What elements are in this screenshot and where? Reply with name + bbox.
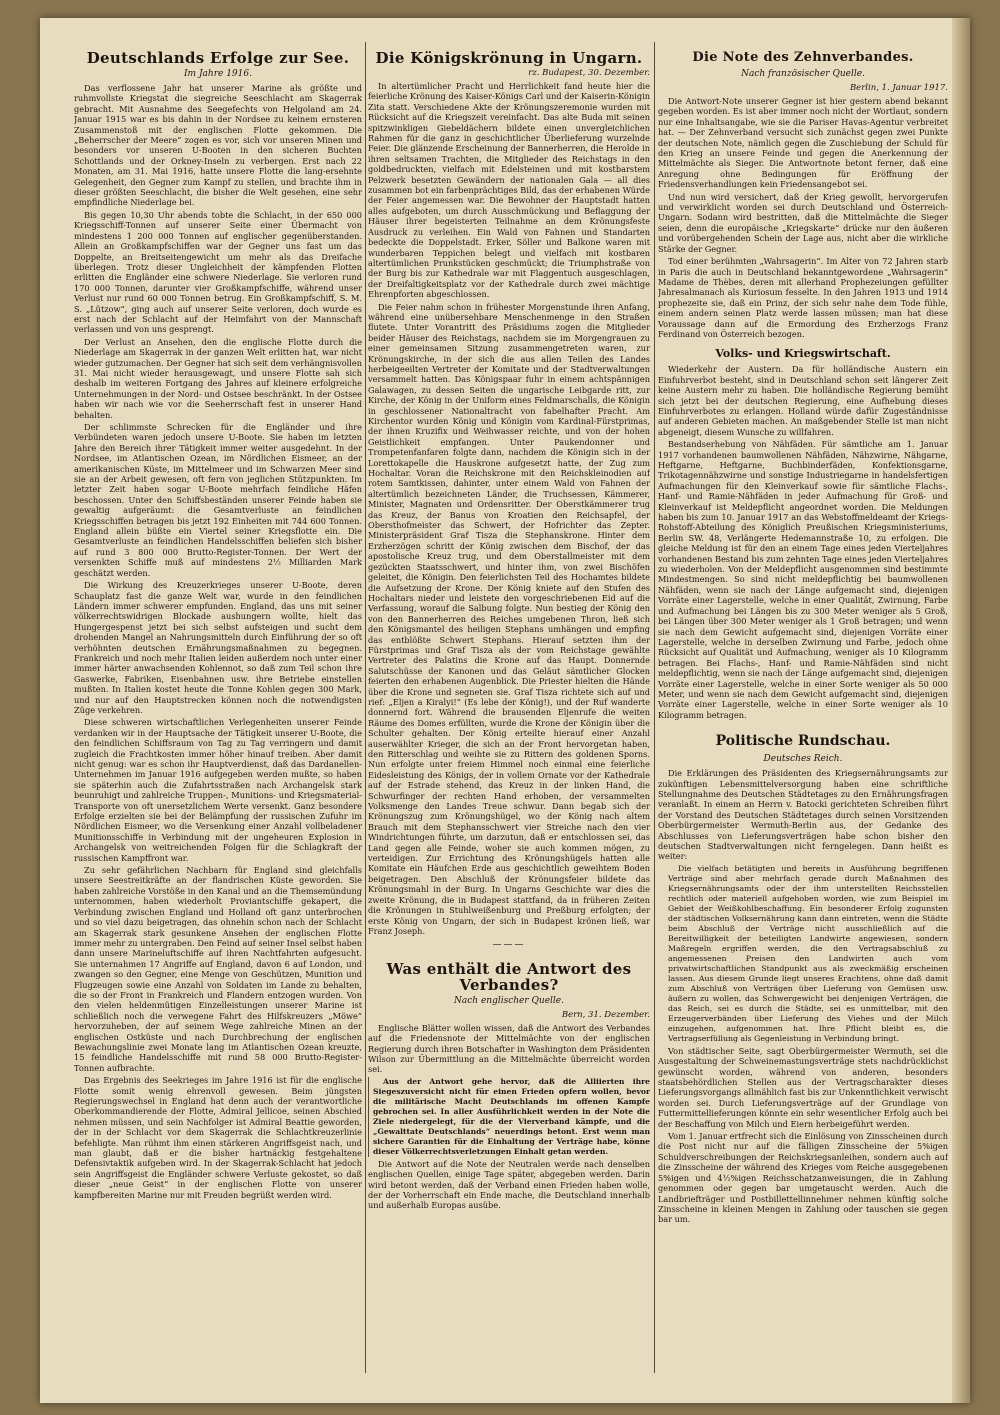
paragraph: Der Verlust an Ansehen, den die englische Flotte durch die Niederlage am Skagerrak in der ganzen Welt erlitten hat, war nicht wieder gutzumachen. Der Gegner hat sich seit dem verhängnisvollen 31. Mai nicht wieder herausgewagt, und unsere Flotte sah sich deshalb im weiteren Fortgang des Jahres auf kleinere erfolgreiche Unternehmungen in der Nord- und Ostsee beschränkt. In der Ostsee haben wir nach wie vor die Seeherrschaft fest in unserer Hand behalten.: [74, 336, 362, 420]
column-right: [658, 40, 948, 1383]
article-title: Was enthält die Antwort des Verbandes?: [386, 959, 632, 994]
column-rule: [654, 42, 655, 1373]
paragraph: Tod einer berühmten „Wahrsagerin“. Im Alter von 72 Jahren starb in Paris die auch in Deutschland bekanntgewordene „Wahrsagerin“ Madame de Thèbes, deren mit allerhand Prophezeiungen gefüllter Jahresalmanach als Kuriosum fesselte. In den Jahren 1913 und 1914 prophezeite sie, daß ein Prinz, der sich sehr nahe dem Tode fühle, einem andern seinen Platz werde lassen müssen; man hat diese Voraussage dann auf die Ermordung des Erzherzogs Franz Ferdinand von Österreich bezogen.: [658, 256, 948, 339]
article-dateline: Berlin, 1. Januar 1917.: [849, 83, 948, 93]
article-subtitle: Nach englischer Quelle.: [454, 995, 564, 1006]
section-title: Politische Rundschau.: [715, 733, 891, 750]
emphasized-paragraph: Aus der Antwort gehe hervor, daß die Alliierten ihre Siegeszuversicht nicht für einen Frieden opfern wollen, bevor die militärische Macht Deutschlands im offenen Kampfe gebrochen sei. In aller Ausführlichkeit werden in der Note die Ziele niedergelegt, für die der Vierverband kämpfe, und die „Gewalttate Deutschlands“ neuerdings betont. Erst wenn man sichere Garantien für die Einhaltung der Verträge habe, könne dieser Völkerrechtsverletzungen Einhalt getan werden.: [368, 1077, 650, 1157]
paragraph: In altertümlicher Pracht und Herrlichkeit fand heute hier die feierliche Krönung des Kaiser-Königs Carl und der Kaiserin-Königin Zita statt. Verschiedene Akte der Krönungszeremonie wurden mit Rücksicht auf die Kriegszeit vereinfacht. Das alte Buda mit seinen spitzwinkligen Giebeldächern bildete einen unvergleichlichen Rahmen für die ganz in geschichtlicher Überlieferung wurzelnde Feier. Die glänzende Erscheinung der Bannerherren, die Herolde in ihren seltsamen Trachten, die Mitglieder des Reichstags in den goldbedruckten, vielfach mit Edelsteinen und mit kostbarstem Pelzwerk besetzten Gewändern der nationalen Gala — all dies zusammen bot ein farbenprächtiges Bild, das der erhabenen Würde der Feier angemessen war. Die Bewohner der Hauptstadt hatten alles aufgeboten, um durch Ausschmückung und Beflaggung der Häuser ihrer begeisterten Teilnahme an dem Krönungsfeste Ausdruck zu verleihen. Ein Wald von Fahnen und Standarten bedeckte die Doppelstadt. Erker, Söller und Balkone waren mit wunderbaren Teppichen belegt und vielfach mit kostbaren altertümlichen Prunkstücken geschmückt; die Triumphstraße von der Burg bis zur Kathedrale war mit Flaggentuch ausgeschlagen, der Dreifaltigkeitsplatz vor der Kathedrale durch zwei mächtige Ehrenpforten abgeschlossen.: [368, 81, 650, 300]
page-edge: [952, 18, 970, 1403]
paragraph: Zu sehr gefährlichen Nachbarn für England sind gleichfalls unsere Seestreitkräfte an der flandrischen Küste geworden. Sie haben zahlreiche Vorstöße in den Kanal und an die Themsemündung unternommen, haben wiederholt Proviantschiffe gekapert, die Verbindung zwischen England und Holland oft ganz unterbrochen und so viel dazu beigetragen, das ohnehin schon nach der Schlacht am Skagerrak stark gesunkene Ansehen der englischen Flotte immer mehr zu untergraben. Den Feind auf seiner Insel selbst haben dann unsere Marineluftschiffe auf ihren Nachtfahrten aufgesucht. Sie unternahmen 17 Angriffe auf England, davon 6 auf London, und zwangen so den Gegner, eine Menge von Geschützen, Munition und Flugzeugen sowie eine Anzahl von Soldaten im Lande zu behalten, die so der Front in Frankreich und Flandern entzogen wurden. Von den vielen heldenmütigen Einzelleistungen unserer Marine ist schließlich noch die verwegene Fahrt des Hilfskreuzers „Möwe“ hervorzuheben, der auf seinem Wege zahlreiche Minen an der englischen Ostküste und nach Durchbrechung der englischen Bewachungslinie zwei Monate lang im Atlantischen Ozean kreuzte, 15 feindliche Handelsschiffe mit rund 58 000 Brutto-Register-Tonnen aufbrachte.: [74, 865, 362, 1073]
paragraph: Der schlimmste Schrecken für die Engländer und ihre Verbündeten waren jedoch unsere U-Boote. Sie haben im letzten Jahre den Bereich ihrer Tätigkeit immer weiter ausgedehnt. In der Nordsee, im Atlantischen Ozean, im Nördlichen Eismeer, an der amerikanischen Küste, im Mittelmeer und im Schwarzen Meer sind sie an der Arbeit gewesen, oft fern von jeglichen Stützpunkten. Im letzter Zeit haben sogar U-Boote mehrfach feindliche Häfen beschossen. Unter den Schiffsbeständen unserer Feinde haben sie gewaltig aufgeräumt: die Gesamtverluste an feindlichen Kriegsschiffen betragen bis jetzt 192 Einheiten mit 744 600 Tonnen. England allein büßte ein Viertel seiner Kriegsflotte ein. Die Gesamtverluste an feindlichen Handelsschiffen beliefen sich bisher auf rund 3 800 000 Brutto-Register-Tonnen. Der Wert der versenkten Schiffe muß auf mindestens 2½ Milliarden Mark geschätzt werden.: [74, 422, 362, 578]
article-title: Die Königskrönung in Ungarn.: [375, 49, 643, 67]
paragraph: Wiederkehr der Austern. Da für holländische Austern ein Einfuhrverbot besteht, sind in Deutschland schon seit längerer Zeit keine Austern mehr zu haben. Die holländische Regierung bemüht sich jetzt bei der deutschen Regierung, eine Aufhebung dieses Einfuhrverbotes zu erlangen. Holland würde dafür Zugeständnisse auf anderen Gebieten machen. An maßgebender Stelle ist man nicht abgeneigt, diesem Wunsche zu willfahren.: [658, 364, 948, 437]
paragraph: Die Erklärungen des Präsidenten des Kriegsernährungsamts zur zukünftigen Lebensmittelversorgung haben eine schriftliche Stellungnahme des Deutschen Städtetages zu den Ernährungsfragen veranlaßt. In einem an Herrn v. Batocki gerichteten Schreiben führt der Vorstand des Deutschen Städtetages durch seinen Vorsitzenden Oberbürgermeister Wermuth-Berlin aus, der Gedanke des Abschlusses von Lieferungsverträgen habe schon bisher den deutschen Stadtverwaltungen nicht ferngelegen. Dann heißt es weiter:: [658, 768, 948, 862]
newspaper-page: [40, 18, 970, 1403]
article-title: Deutschlands Erfolge zur See.: [86, 49, 350, 67]
paragraph: Vom 1. Januar ertfrecht sich die Einlösung von Zinsscheinen durch die Post nicht nur auf die fälligen Zinsscheine der 5%igen Schuldverschreibungen der Reichskriegsanleihen, sondern auch auf die Zinsscheine der während des Krieges vom Reiche ausgegebenen 5%igen und 4½%igen Reichsschatzanweisungen, die in Zahlung genommen oder gegen bar umgetauscht werden. Auch die Landbriefträger und Postbillettellinnehmer nehmen künftig solche Zinsscheine in kleinen Mengen in Zahlung oder tauschen sie gegen bar um.: [658, 1131, 948, 1225]
paragraph: Englische Blätter wollen wissen, daß die Antwort des Verbandes auf die Friedensnote der Mittelmächte von der englischen Regierung durch ihren Botschafter in Washington dem Präsidenten Wilson zur Übermittlung an die Mittelmächte überreicht worden sei.: [368, 1022, 650, 1075]
paragraph: Die Wirkung des Kreuzerkrieges unserer U-Boote, deren Schauplatz fast die ganze Welt war, wurde in den feindlichen Ländern immer schwerer empfunden. England, das uns mit seiner völkerrechtswidrigen Blockade aushungern wollte, hielt das Hungergespenst jetzt bei sich selbst aufsteigen und sucht dem drohenden Mangel an Nahrungsmitteln durch Einführung der so oft verhöhnten deutschen Ernährungsmaßnahmen zu begegnen. Frankreich und noch mehr Italien leiden außerdem noch unter einer immer härter anwachsenden Kohlennot, so daß zum Teil schon ihre Gaswerke, Fabriken, Eisenbahnen usw. ihre Betriebe einstellen mußten. In Italien kostet heute die Tonne Kohlen gegen 300 Mark, und nur auf den Hauptstrecken können noch die notwendigsten Züge verkehren.: [74, 580, 362, 715]
paragraph: Bestandserhebung von Nähfäden. Für sämtliche am 1. Januar 1917 vorhandenen baumwollenen Nähfäden, Nähzwirne, Nähgarne, Heftgarne, Heftgarne, Buchbinderfäden, Konfektionsgarne, Trikotagennähzwirne und sonstige Industriegarne in handelsfertigen Aufmachungen für den Kleinverkauf sowie für sämtliche Flachs-, Hanf- und Ramie-Nähfäden in jeder Aufmachung für Groß- und Kleinverkauf ist Meldepflicht angeordnet worden. Die Meldungen haben bis zum 10. Januar 1917 an das Webstoffmeldeamt der Kriegs-Rohstoff-Abteilung des Königlich Preußischen Kriegsministeriums, Berlin SW. 48, Verlängerte Hedemannstraße 10, zu erfolgen. Die gleiche Meldung ist für den an einem Tage eines jeden Vierteljahres vorhandenen Bestand bis zum zehnten Tage eines jeden Vierteljahres zu wiederholen. Von der Meldepflicht ausgenommen sind bestimmte Mindestmengen. So sind nicht meldepflichtig bei baumwollenen Nähfäden, wenn sie nach der Länge aufgemacht sind, diejenigen Vorräte einer Lagerstelle, welche in einer Qualität, Zwirnung, Farbe und Aufmachung bei Längen bis zu 300 Meter weniger als 5 Groß, bei Längen über 300 Meter weniger als 1 Groß betragen; und wenn sie nach dem Gewicht aufgemacht sind, diejenigen Vorräte einer Lagerstelle, welche in derselben Zwirnung und Farbe, jedoch ohne Rücksicht auf Qualität und Aufmachung, weniger als 10 Kilogramm betragen. Bei Flachs-, Hanf- und Ramie-Nähfäden sind nicht meldepflichtig, wenn sie nach der Länge aufgemacht sind, diejenigen Vorräte einer Lagerstelle, welche in einer Sorte weniger als 50 000 Meter, und wenn sie nach dem Gewicht aufgemacht sind, diejenigen Vorräte einer Lagerstelle, welche in einer Sorte weniger als 10 Kilogramm betragen.: [658, 439, 948, 720]
article-subtitle: Nach französischer Quelle.: [741, 69, 865, 79]
paragraph: Bis gegen 10,30 Uhr abends tobte die Schlacht, in der 650 000 Kriegsschiff-Tonnen auf unserer Seite einer Übermacht von mindestens 1 200 000 Tonnen auf englischer gegenüberstanden. Allein an Großkampfschiffen war der Gegner uns fast um das Doppelte, an Breitseitengewicht um mehr als das Dreifache überlegen. Trotz dieser Ungleichheit der kämpfenden Flotten erlitten die Engländer eine schwere Niederlage. Sie verloren rund 170 000 Tonnen, darunter vier Großkampfschiffe, während unser Verlust nur rund 60 000 Tonnen betrug. Ein Großkampfschiff, S. M. S. „Lützow“, ging auch auf unserer Seite verloren, doch wurde es erst nach der Schlacht auf der Heimfahrt von der Mannschaft verlassen und von uns gesprengt.: [74, 209, 362, 335]
paragraph: Von städtischer Seite, sagt Oberbürgermeister Wermuth, sei die Ausgestaltung der Schweinemastungsverträge stets nachdrücklichst gewünscht worden, während von anderen, besonders staatsbehördlichen Stellen aus der Vertragscharakter dieses Lieferungsvorgangs allmählich fast bis zur Unkenntlichkeit verwischt worden sei. Durch Lieferungsverträge auf der Grundlage von Futtermittellieferungen könnte ein sehr wesentlicher Erfolg auch bei der Beschaffung von Milch und Eiern herbeigeführt werden.: [658, 1045, 948, 1129]
section-subtitle: Deutsches Reich.: [763, 754, 843, 765]
paragraph: Diese schweren wirtschaftlichen Verlegenheiten unserer Feinde verdanken wir in der Hauptsache der Tätigkeit unserer U-Boote, die den feindlichen Schiffsraum von Tag zu Tag verringern und damit zugleich die Frachtkosten immer höher hinauf treiben. Aber damit nicht genug: war es schon ihr Hauptverdienst, daß das Dardanellen-Unternehmen im Januar 1916 aufgegeben werden mußte, so haben sie späterhin auch die Zufahrtsstraßen nach Archangelsk stark beunruhigt und zahlreiche Truppen-, Munitions- und Kriegsmaterial-Transporte von oft unersetzlichem Werte versenkt. Ganz besondere Erfolge erzielten sie bei der Belämpfung der russischen Zufuhr im Nördlichen Eismeer, wo die Versenkung einer Anzahl vollbeladener Munitionsschiffe in Verbindung mit der ungeheuren Explosion in Archangelsk von weitreichenden Folgen für die Schlagkraft der russischen Kampffront war.: [74, 717, 362, 863]
column-left: [74, 40, 362, 1383]
quoted-paragraph: Die vielfach betätigten und bereits in Ausführung begriffenen Verträge sind aber mehrfach gerade durch Maßnahmen des Kriegsernährungsamts oder der ihm unterstellten Reichsstellen rechtlich oder materiell aufgehoben worden, wie zum Beispiel im Gebiet der Weißkohlbeschaffung. Ein besonderer Erfolg zugunsten der städtischen Volksernährung kann dann eintreten, wenn die Städte beim Abschluß der Verträge nicht ausschließlich auf die Bereitwilligkeit der beteiligten Landwirte angewiesen, sondern Maßregeln ergriffen werden, die den Vertragsabschluß zu angemessenen Preisen den Landwirten auch vom privatwirtschaftlichen Standpunkt aus als zweckmäßig erscheinen lassen. Aus diesem Grunde liegt unseres Erachtens, ohne daß damit zum Abschluß von Verträgen über Lieferung von Gemüsen usw. äußern zu wollen, das Schwergewicht bei denjenigen Verträgen, die das Reich, sei es durch die Städte, sei es unmittelbar, mit den Erzeugerverbänden über Lieferung des Viehes und der Milch einzugehen, aufgenommen hat. Ihre Pflicht bleibt es, die Vertragserfüllung als Gegenleistung in Verbindung bringt.: [668, 863, 948, 1043]
paragraph: Die Antwort auf die Note der Neutralen werde nach denselben englischen Quellen, einige Tage später, abgegeben werden. Darin wird betont werden, daß der Verband einen Frieden haben wolle, der der Vorherrschaft ein Ende mache, die Deutschland innerhalb und außerhalb Europas ausübe.: [368, 1158, 650, 1211]
article-title: Die Note des Zehnverbandes.: [692, 50, 914, 65]
article-dateline: rz. Budapest, 30. Dezember.: [528, 68, 650, 78]
separator: ———: [492, 940, 526, 951]
paragraph: Die Antwort-Note unserer Gegner ist hier gestern abend bekannt gegeben worden. Es ist aber immer noch nicht der Wortlaut, sondern nur eine Inhaltsangabe, wie sie die Pariser Havas-Agentur verbreitet hat. — Der Zehnverband versucht sich zunächst gegen zwei Punkte der deutschen Note, nämlich gegen die Zuschiebung der Schuld für den Krieg an unsere Feinde und gegen die Anerkennung der Mittelmächte als Sieger. Die Antwortnote betont ferner, daß eine Anregung ohne Bedingungen für Eröffnung der Friedensverhandlungen kein Friedensangebot sei.: [658, 96, 948, 190]
paragraph: Und nun wird versichert, daß der Krieg gewollt, hervorgerufen und verwirklicht worden sei durch Deutschland und Österreich-Ungarn. Sodann wird bestritten, daß die Mittelmächte die Sieger seien, denn die europäische „Kriegskarte“ drücke nur den äußeren und vorübergehenden Schein der Lage aus, nicht aber die wirkliche Stärke der Gegner.: [658, 191, 948, 254]
article-dateline: Bern, 31. Dezember.: [561, 1009, 650, 1020]
section-title: Volks- und Kriegswirtschaft.: [715, 347, 891, 361]
column-middle: [368, 40, 650, 1383]
paragraph: Das verflossene Jahr hat unserer Marine als größte und ruhmvollste Kriegstat die siegreiche Seeschlacht am Skagerrak gebracht. Mit Ausnahme des Seegefechts von Helgoland am 24. Januar 1915 war es bis dahin in der Nordsee zu keinem ernsteren Zusammenstoß mit der englischen Flotte gekommen. Die „Beherrscher der Meere“ zogen es vor, sich vor unseren Minen und besonders vor unseren U-Booten in den sicheren Buchten Schottlands und der Orkney-Inseln zu verbergen. Erst nach 22 Monaten, am 31. Mai 1916, hatte unsere Flotte die lang-ersehnte Gelegenheit, den Gegner zum Kampf zu stellen, und brachte ihm in dieser größten Seeschlacht, die bisher die Welt gesehen, eine sehr empfindliche Niederlage bei.: [74, 83, 362, 208]
paragraph: Die Feier nahm schon in frühester Morgenstunde ihren Anfang, während eine unübersehbare Menschenmenge in den Straßen flutete. Unter Vorantritt des Präsidiums zogen die Mitglieder beider Häuser des Reichstags, nachdem sie im Morgengrauen zu einer gemeinsamen Sitzung zusammengetreten waren, zur Krönungskirche, in der sich die aus allen Teilen des Landes herbeigeeilten Vertreter der Komitate und der Stadtverwaltungen versammelt hatten. Das Königspaar fuhr in einem achtspännigen Galawagen, zu dessen Seiten die ungarische Leibgarde ritt, zur Kirche, der König in der Uniform eines Feldmarschalls, die Königin in geschlossener Nationaltracht von fabelhafter Pracht. Am Kirchentor wurden König und Königin vom Kardinal-Fürstprimas, der ihnen Kruzifix und Weihwasser reichte, und von der hohen Geistlichkeit empfangen. Unter Paukendonner und Trompetenfanfaren folgte dann, nachdem die Königin sich in der Lorettokapelle die Hauskrone aufgesetzt hatte, der Zug zum Hochaltar. Voran die Reichskrone mit den Reichskleinodien auf rotem Samtkissen, dahinter, unter einem Wald von Fahnen der altertümlich bezeichneten Länder, die Truchsessen, Kämmerer, Minister, Magnaten und Ordensritter. Der Oberstkämmerer trug das Kreuz, der Banus von Kroatien den Reichsapfel, der Obersthofmeister das Schwert, der Hofrichter das Zepter. Ministerpräsident Graf Tisza die Stephanskrone. Hinter dem Erzherzögen schritt der König zwischen dem Bischof, der das apostolische Kreuz trug, und dem Oberstallmeister mit dem gezückten Staatsschwert, und hinter ihm, von zwei Bischöfen geleitet, die Königin. Den feierlichsten Teil des Hochamtes bildete die Aufsetzung der Krone. Der König kniete auf den Stufen des Hochaltars nieder und leistete den vorgeschriebenen Eid auf die Verfassung, worauf die Salbung folgte. Nun bestieg der König den von den Bannerherren des Reiches umgebenen Thron, ließ sich den Königsmantel des heiligen Stephans umhängen und empfing das entblößte Schwert Stephans. Hierauf setzten ihm der Fürstprimas und Graf Tisza als der vom Reichstage gewählte Vertreter des Palatins die Krone auf das Haupt. Donnernde Salutschüsse der Kanonen und das Geläut sämtlicher Glocken feierten den erhabenen Augenblick. Die Priester hielten die Hände über die Krone und segneten sie. Graf Tisza richtete sich auf und rief: „Eljen a Kiralyi!“ (Es lebe der König!), und der Ruf wanderte donnernd fort. Während die brausenden Eljenrufe die weiten Räume des Domes erfüllten, wurde die Krone der Königin über die Schulter gehalten. Der König erteilte hierauf einer Anzahl auserwählter Krieger, die sich an der Front hervorgetan haben, den Ritterschlag und weihte sie zu Rittern des goldenen Sporns. Nun erfolgte unter freiem Himmel noch einmal eine feierliche Eidesleistung des Königs, der in vollem Ornate vor der Kathedrale auf der Estrade stehend, das Kreuz in der linken Hand, die Schwurfinger der rechten Hand erhoben, der versammelten Volksmenge den Landes Treue schwur. Dann begab sich der Krönungszug zum Krönungshügel, wo der König nach altem Brauch mit dem Stephansschwert vier Streiche nach den vier Windrichtungen führte, um darzutun, daß er entschlossen sei, das Land gegen alle Feinde, woher sie auch kommen mögen, zu verteidigen. Zur Errichtung des Krönungshügels hatten alle Komitate ein Häufchen Erde aus geschichtlich geweihtem Boden beigetragen. Den Abschluß der Krönungsfeier bildete das Krönungsmahl in der Burg. In Ungarns Geschichte war dies die zweite Krönung, die in Budapest stattfand, da in früheren Zeiten die Krönungen in Stuhlweißenburg und Preßburg erfolgten; der erste König von Ungarn, der sich in Budapest krönen ließ, war Franz Joseph.: [368, 301, 650, 936]
article-subtitle: Im Jahre 1916.: [184, 69, 252, 79]
paragraph: Das Ergebnis des Seekrieges im Jahre 1916 ist für die englische Flotte somit wenig ehrenvoll gewesen. Beim jüngsten Regierungswechsel in England hat denn auch der verantwortliche Oberkommandierende der Flotte, Admiral Jellicoe, seinen Abschied nehmen müssen, und sein Nachfolger ist Admiral Beattie geworden, der in der Schlacht vor dem Skagerrak die Schlachtkreuzerlinie befehligte. Man rühmt ihm einen stärkeren Angriffsgeist nach, und man glaubt, daß er die bisher hartnäckig festgehaltene Defensivtaktik aufgeben wird. In der Skagerrak-Schlacht hat jedoch sein Angriffsgeist die Engländer schwere Verluste gekostet, so daß dieser „neue Geist“ in der englischen Flotte von unserer kampfbereiten Marine nur mit Freuden begrüßt werden wird.: [74, 1075, 362, 1200]
column-rule: [365, 42, 366, 1373]
